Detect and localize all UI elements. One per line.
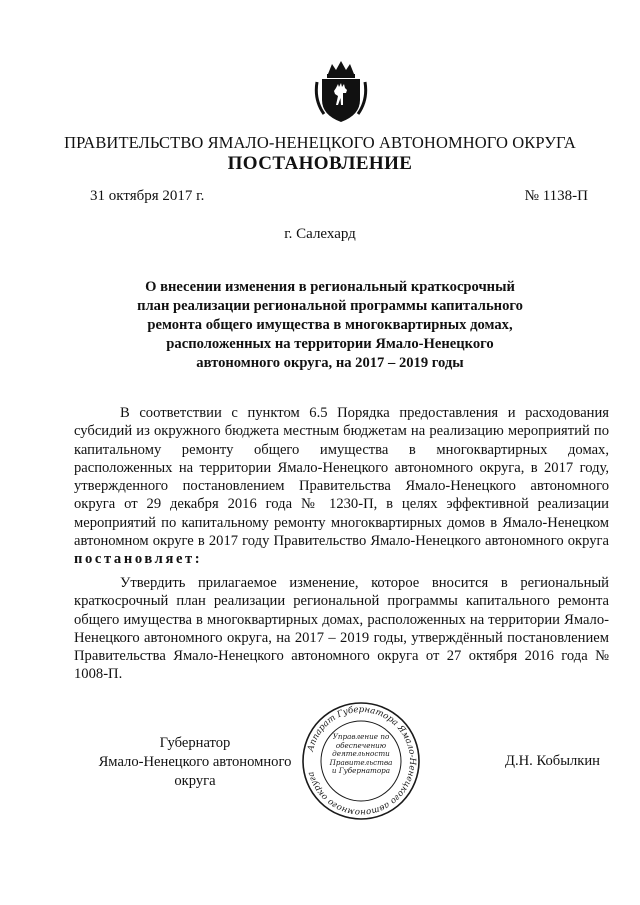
document-number: № 1138-П: [524, 188, 588, 204]
document-date: 31 октября 2017 г.: [90, 188, 205, 204]
resolves-word: постановляет:: [74, 551, 203, 568]
document-type: ПОСТАНОВЛЕНИЕ: [227, 153, 413, 174]
signer-name: Д.Н. Кобылкин: [505, 753, 600, 769]
stamp-ring-text: Аппарат Губернатора Ямало-Ненецкого автономного округа: [305, 704, 418, 818]
document-city: г. Салехард: [284, 226, 356, 242]
document-subject: О внесении изменения в региональный краткосрочный план реализации региональной программы капитального ремонта общего имущества в многоквартирных домах, расположенных на территории Ямало-Ненецкого автономного округа, на 2017 – 2019 годы: [137, 279, 523, 371]
signature-role-line-1: Губернатор: [159, 735, 231, 751]
coat-of-arms-icon: [314, 60, 368, 124]
signature-role: [80, 734, 310, 791]
body-paragraph-2: Утвердить прилагаемое изменение, которое вносится в региональный краткосрочный план реализации региональной программы капитального ремонта общего имущества в многоквартирных домах, расположенных на территории Ямало-Ненецкого автономного округа, на 2017 – 2019 годы, утверждённый постановлением Правительства Ямало-Ненецкого автономного округа от 27 октября 2016 года № 1008-П.: [74, 575, 609, 683]
stamp-inner-text: Управление по обеспечению деятельности Правительства и Губернатора: [329, 732, 393, 776]
signature-role-line-2: Ямало-Ненецкого автономного округа: [98, 754, 292, 789]
body-paragraph-1: [74, 404, 609, 569]
paragraph-1-text: В соответствии с пунктом 6.5 Порядка предоставления и расходования субсидий из окружного бюджета местным бюджетам на реализацию мероприятий по капитальному ремонту общего имущества в многоквартирных домах, расположенных на территории Ямало-Ненецкого автономного округа, в 2017 году, утвержденного постановлением Правительства Ямало-Ненецкого автономного округа от 29 декабря 2016 года № 1230-П, в целях эффективной реализации мероприятий по капитальному ремонту многоквартирных домов в Ямало-Ненецком автономном округе в 2017 году Правительство Ямало-Ненецкого автономного округа: [74, 405, 609, 550]
government-title: ПРАВИТЕЛЬСТВО ЯМАЛО-НЕНЕЦКОГО АВТОНОМНОГО ОКРУГА: [64, 133, 576, 152]
